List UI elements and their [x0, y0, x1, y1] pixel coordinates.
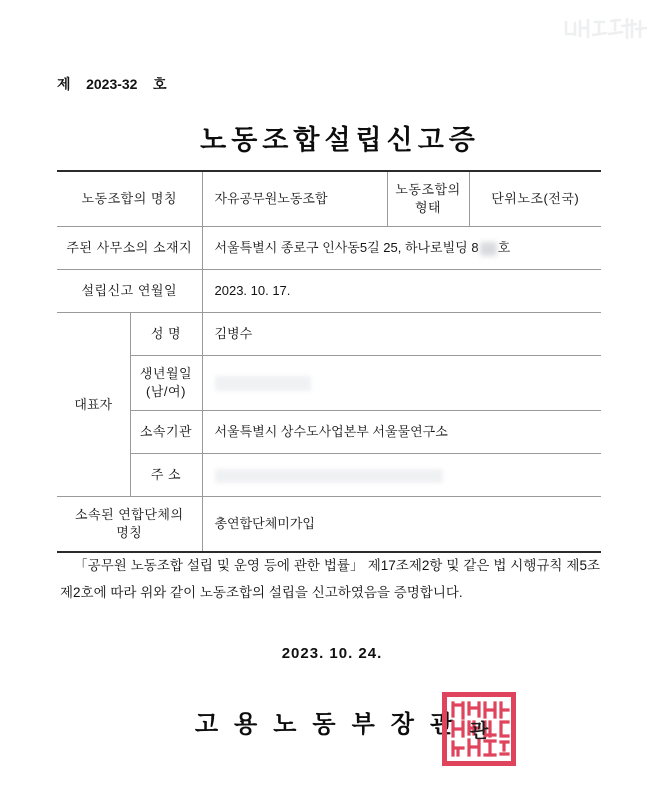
table-row-office-address [57, 227, 601, 270]
issuing-authority: 고용노동부장관 [194, 711, 470, 738]
redaction-block-birthdate [215, 376, 311, 391]
legal-statement: 「공무원 노동조합 설립 및 운영 등에 관한 법률」 제17조제2항 및 같은 법 시행규칙 제5조제2호에 따라 위와 같이 노동조합의 설립을 신고하였음을 증명합니다. [60, 558, 600, 600]
label-rep-birthdate-line2: (남/여) [146, 384, 186, 399]
label-rep-birthdate [130, 356, 202, 411]
label-rep-organization: 소속기관 [130, 411, 202, 454]
label-union-type-line1: 노동조합의 [395, 182, 461, 198]
label-federation [57, 497, 202, 553]
value-office-address-text: 서울특별시 종로구 인사동5길 25, 하나로빌딩 8 [214, 240, 479, 256]
table-row-union-name [57, 171, 601, 227]
value-rep-organization: 서울특별시 상수도사업본부 서울물연구소 [202, 411, 601, 454]
redaction-block-office-address [480, 242, 497, 256]
table-row-rep-birthdate [57, 356, 601, 411]
label-union-type-line2: 형태 [414, 200, 442, 215]
value-union-type: 단위노조(전국) [469, 171, 601, 227]
table-row-rep-name [57, 313, 601, 356]
label-rep-address: 주 소 [130, 454, 202, 497]
label-rep-birthdate-line1: 생년월일 [139, 366, 193, 382]
label-federation-line2: 명칭 [116, 525, 143, 540]
value-rep-name: 김병수 [202, 313, 601, 356]
label-rep-name: 성 명 [130, 313, 202, 356]
union-info-table [57, 170, 601, 553]
label-representative: 대표자 [57, 313, 130, 497]
document-number: 제 2023-32 호 [57, 76, 167, 92]
value-office-address [202, 227, 601, 270]
value-federation: 총연합단체미가입 [202, 497, 601, 553]
table-row-federation [57, 497, 601, 553]
value-report-date: 2023. 10. 17. [202, 270, 601, 313]
label-union-type [387, 171, 469, 227]
table-row-rep-address [57, 454, 601, 497]
value-union-name: 자유공무원노동조합 [202, 171, 387, 227]
label-office-address: 주된 사무소의 소재지 [57, 227, 202, 270]
value-rep-address [202, 454, 601, 497]
label-union-name: 노동조합의 명칭 [57, 171, 202, 227]
redaction-block-rep-address [215, 469, 443, 483]
label-federation-line1: 소속된 연합단체의 [74, 507, 184, 523]
issue-date: 2023. 10. 24. [281, 645, 383, 662]
svg-text:관: 관 [469, 721, 489, 743]
value-rep-birthdate [202, 356, 601, 411]
table-row-rep-organization [57, 411, 601, 454]
newstapa-watermark-icon [558, 8, 650, 52]
table-row-report-date [57, 270, 601, 313]
signature-line [0, 704, 658, 739]
label-report-date: 설립신고 연월일 [57, 270, 202, 313]
page-title: 노동조합설립신고증 [200, 125, 480, 155]
value-office-address-suffix: 호 [497, 240, 511, 256]
